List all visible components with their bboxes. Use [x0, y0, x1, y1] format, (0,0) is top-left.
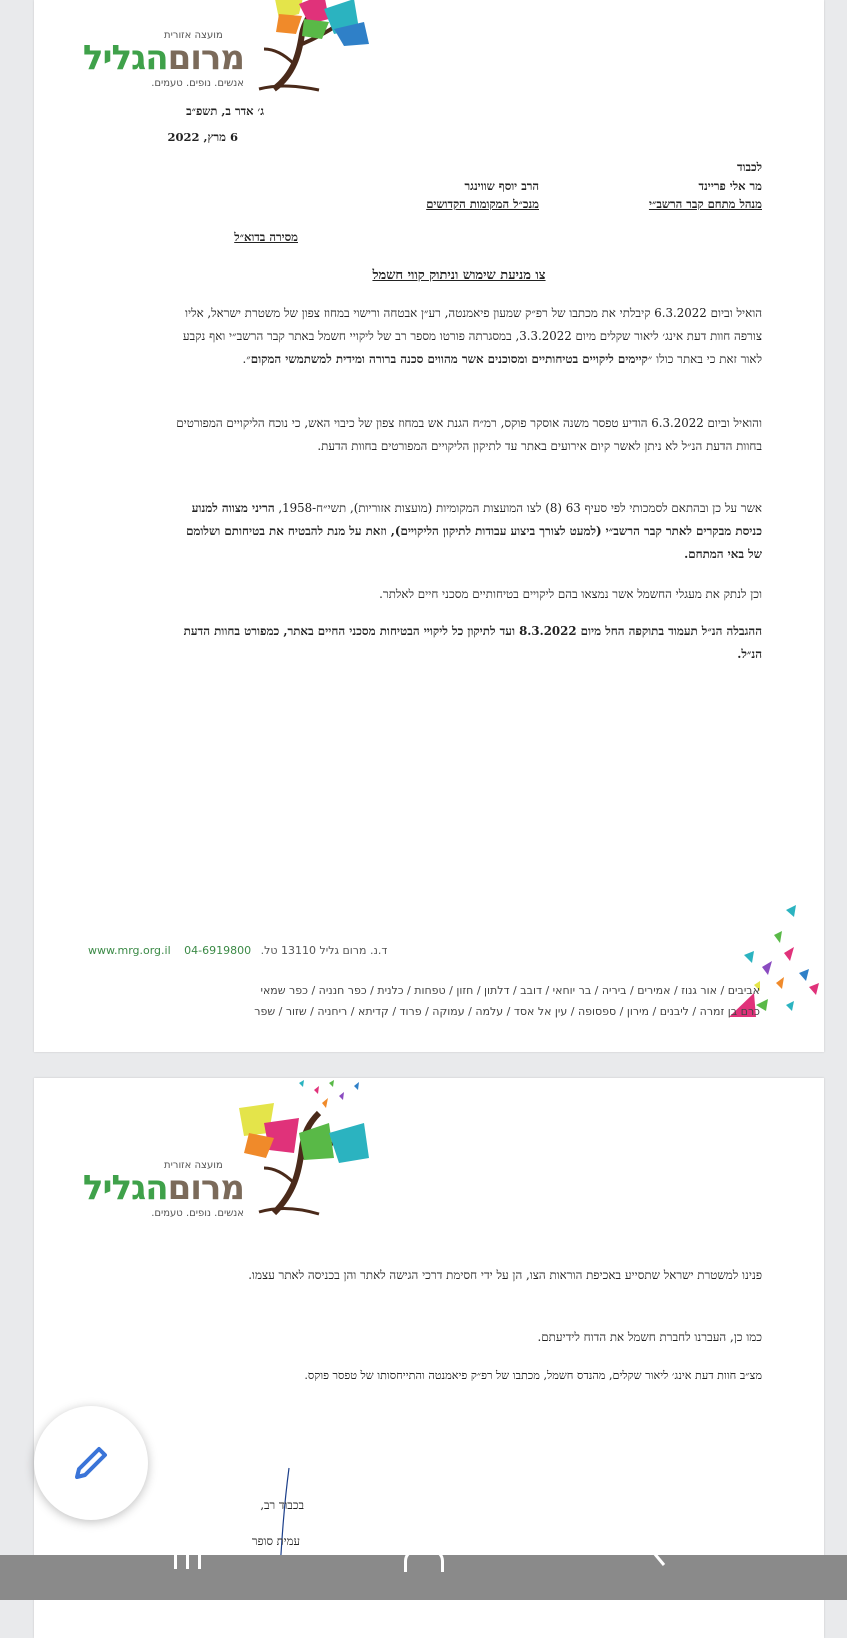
paragraph-3 — [172, 497, 762, 566]
paragraph-4: וכן לנתק את מעגלי החשמל אשר נמצאו בהם ליקויים בטיחותיים מסכני חיים לאלתר. — [379, 587, 762, 601]
closing: בכבוד רב, — [260, 1498, 304, 1512]
council-label: מועצה אזורית — [164, 30, 223, 41]
council-name-part1: מרום — [167, 38, 244, 78]
paragraph-5: ההגבלה הנ״ל תעמוד בתוקפה החל מיום 8.3.2022 ועד לתיקון כל ליקויי הבטיחות מסכני החיים באתר, כמפורט בחוות הדעת הנ״ל. — [183, 624, 762, 661]
paragraph-1-text: הואיל וביום 6.3.2022 קיבלתי את מכתבו של רפ״ק שמעון פיאמנטה, רע״ן אבטחה ורישוי במחוז צפון של משטרת ישראל, אליו צורפה חוות דעת אינג׳ ליאור שקלים מיום 3.3.2022, במסגרתה פורטו מספר רב של ליקויי חשמל באתר קבר הרשב״י ואף נקבע לאור זאת כי באתר כולו ״ — [182, 306, 762, 366]
recipient2-title: מנכ״ל המקומות הקדושים — [426, 197, 539, 211]
footer-website: www.mrg.org.il — [88, 944, 171, 957]
greeting: לכבוד — [736, 160, 762, 174]
council-slogan: אנשים. נופים. טעמים. — [151, 78, 244, 89]
paragraph-3-order: הריני מצווה למנוע כניסת מבקרים לאתר קבר הרשב״י (למעט לצורך ביצוע עבודות לתיקון הליקויים), וזאת על מנת להבטיח את בטיחותם ושלומם של באי המתחם. — [186, 501, 762, 561]
back-chevron-icon — [650, 1553, 670, 1573]
paragraph-1 — [172, 302, 762, 371]
paragraph-1-end: ״. — [242, 352, 251, 366]
system-nav-bar — [0, 1555, 847, 1600]
page2-paragraph-3: מצ״ב חוות דעת אינג׳ ליאור שקלים, מהנדס חשמל, מכתבו של רפ״ק פיאמנטה והתייחסותו של טפסר פוקס. — [304, 1369, 762, 1382]
council-label: מועצה אזורית — [164, 1160, 223, 1171]
recent-apps-button[interactable] — [170, 1555, 206, 1573]
council-name — [82, 38, 244, 78]
footer-phone: 04-6919800 — [184, 944, 252, 957]
council-name — [82, 1168, 244, 1208]
pencil-icon — [71, 1443, 111, 1483]
edit-button[interactable] — [34, 1406, 148, 1520]
footer-villages-line2: כרם בן זמרה / ליבנים / מירון / ספסופה / עין אל אסד / עלמה / עמוקה / פרוד / קדיתא / ריחניה / שזור / שפר — [254, 1005, 760, 1018]
council-name-part2: הגליל — [82, 38, 168, 78]
letter-page-1 — [34, 0, 824, 1052]
home-button[interactable] — [404, 1549, 444, 1572]
council-logo-page2 — [82, 1078, 374, 1219]
recipient2-name: הרב יוסף שווינגר — [464, 179, 539, 193]
footer-address: ד.נ. מרום גליל 13110 טל. — [260, 944, 388, 957]
paragraph-1-quote: קיימים ליקויים בטיחותיים ומסוכנים אשר מהווים סכנה ברורה ומידית למשתמשי המקום — [250, 352, 648, 366]
council-slogan: אנשים. נופים. טעמים. — [151, 1208, 244, 1219]
signer-name: עמית סופר — [251, 1534, 300, 1548]
page2-paragraph-2: כמו כן, העברנו לחברת חשמל את הדוח לידיעתם. — [537, 1330, 762, 1344]
council-name-part2: הגליל — [82, 1168, 168, 1208]
page2-paragraph-1: פנינו למשטרת ישראל שתסייע באכיפת הוראות הצו, הן על ידי חסימת דרכי הגישה לאתר והן בכניסה לאתר עצמו. — [248, 1268, 762, 1282]
paragraph-3-text: אשר על כן ובהתאם לסמכותי לפי סעיף 63 (8) לצו המועצות המקומיות (מועצות אזוריות), תשי״ח-1958, — [274, 501, 762, 515]
back-button[interactable] — [650, 1553, 670, 1573]
gregorian-date: 6 מרץ, 2022 — [167, 130, 238, 144]
letter-subject: צו מניעת שימוש וניתוק קווי חשמל — [372, 268, 546, 283]
council-name-part1: מרום — [167, 1168, 244, 1208]
recipient1-title: מנהל מתחם קבר הרשב״י — [648, 197, 762, 211]
delivery-method: מסירה בדוא״ל — [234, 230, 298, 244]
hebrew-date: ג׳ אדר ב, תשפ״ב — [186, 104, 264, 118]
recipient1-name: מר אלי פריינד — [698, 179, 762, 193]
footer-contact — [88, 944, 728, 957]
council-logo — [82, 0, 374, 94]
footer-villages-line1: אביבים / אור גנוז / אמירים / ביריה / בר יוחאי / דובב / דלתון / חזון / טפחות / כלנית / כפר חנניה / כפר שמאי — [260, 984, 760, 997]
paragraph-2: והואיל וביום 6.3.2022 הודיע טפסר משנה אוסקר פוקס, רמ״ח הגנת אש במחוז צפון של כיבוי האש, כי נוכח הליקויים המפורטים בחוות הדעת הנ״ל לא ניתן לאשר קיום אירועים באתר עד לתיקון הליקויים המפורטים בחוות הדעת. — [176, 416, 762, 453]
